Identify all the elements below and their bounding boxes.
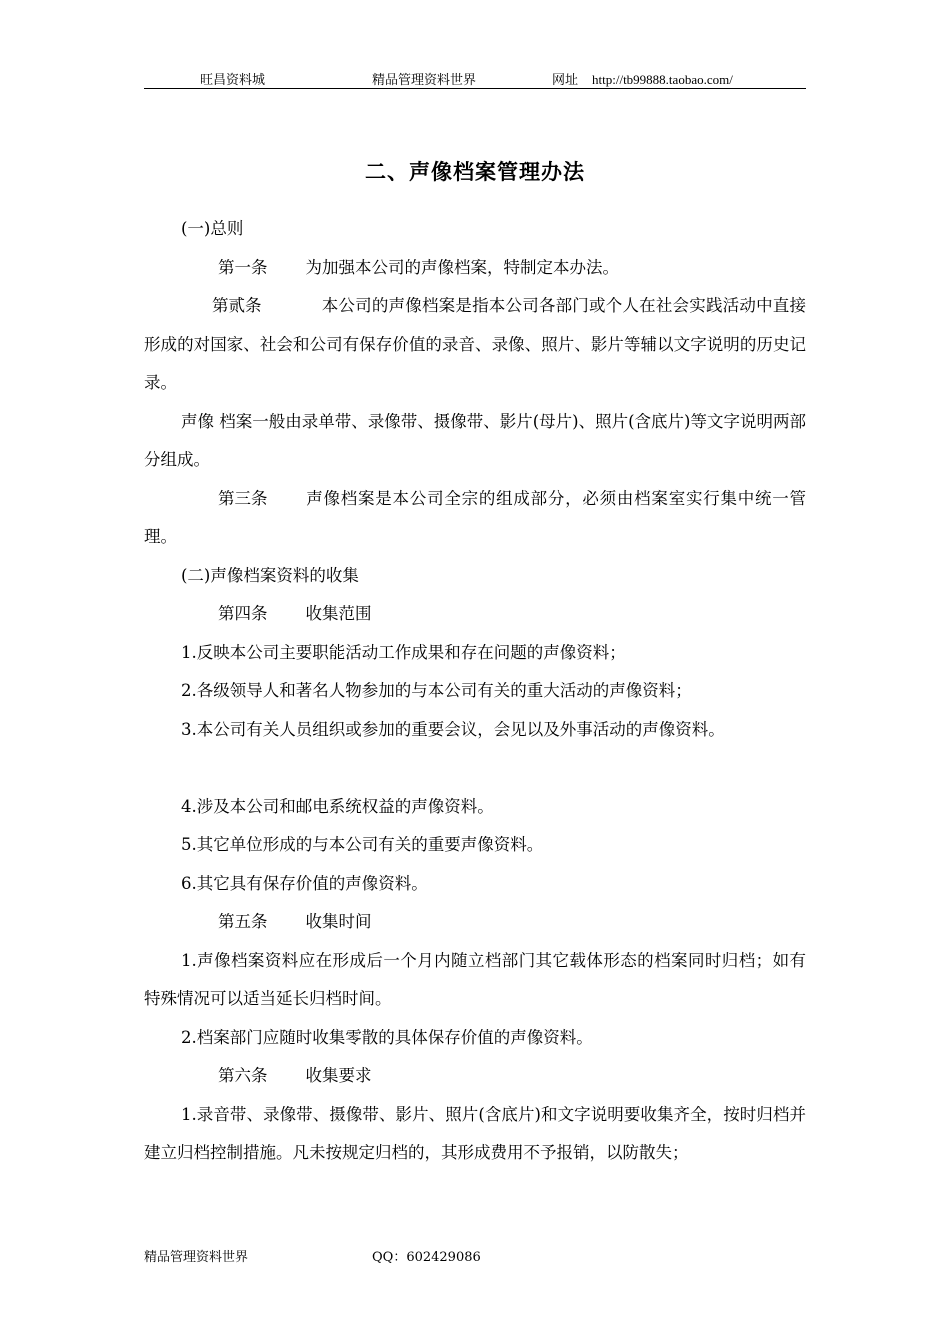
paragraph: 声像 档案一般由录单带、录像带、摄像带、影片(母片)、照片(含底片)等文字说明两部分组成。	[144, 411, 806, 469]
section-heading-general: (一)总则	[181, 219, 244, 238]
page-header	[144, 66, 806, 89]
article-text: 声像档案是本公司全宗的组成部分，必须由档案室实行集中统一管理。	[144, 488, 806, 546]
article-text: 为加强本公司的声像档案，特制定本办法。	[305, 257, 619, 277]
list-item: 4.涉及本公司和邮电系统权益的声像资料。	[181, 796, 494, 816]
list-item: 5.其它单位形成的与本公司有关的重要声像资料。	[181, 835, 544, 854]
footer-qq: QQ：602429086	[372, 1250, 481, 1265]
article-text: 收集范围	[305, 604, 372, 623]
article-text: 收集要求	[305, 1066, 372, 1085]
list-item: 1.录音带、录像带、摄像带、影片、照片(含底片)和文字说明要收集齐全，按时归档并建立归档控制措施。凡未按规定归档的，其形成费用不予报销，以防散失；	[144, 1104, 806, 1162]
header-middle-text: 精品管理资料世界	[372, 73, 477, 88]
article-label: 第一条	[218, 257, 268, 277]
article-3	[144, 480, 806, 557]
article-4	[144, 595, 806, 634]
article-label: 第五条	[218, 912, 268, 931]
article-1	[144, 249, 806, 288]
document-title: 二、声像档案管理办法	[365, 160, 585, 184]
header-right	[552, 69, 733, 88]
footer-left-text: 精品管理资料世界	[144, 1250, 249, 1265]
article-label: 第贰条	[212, 296, 262, 315]
article-label: 第三条	[218, 488, 268, 508]
list-item: 2.档案部门应随时收集零散的具体保存价值的声像资料。	[181, 1027, 593, 1047]
header-left-text: 旺昌资料城	[200, 73, 266, 88]
header-url-label: 网址	[552, 73, 579, 88]
list-item: 1.声像档案资料应在形成后一个月内随立档部门其它载体形态的档案同时归档；如有特殊情况可以适当延长归档时间。	[144, 950, 806, 1008]
article-text: 收集时间	[305, 912, 372, 931]
list-item: 2.各级领导人和著名人物参加的与本公司有关的重大活动的声像资料；	[181, 681, 692, 700]
article-label: 第四条	[218, 604, 268, 623]
spacer	[144, 749, 806, 788]
section-heading-collection: (二)声像档案资料的收集	[181, 565, 359, 585]
article-text: 本公司的声像档案是指本公司各部门或个人在社会实践活动中直接形成的对国家、社会和公司有保存价值的录音、录像、照片、影片等辅以文字说明的历史记录。	[144, 296, 806, 392]
list-item: 6.其它具有保存价值的声像资料。	[181, 873, 428, 893]
header-url-link[interactable]: http://tb99888.taobao.com/	[592, 72, 733, 87]
article-label: 第六条	[218, 1066, 268, 1085]
document-body	[144, 210, 806, 1173]
article-5	[144, 903, 806, 942]
page-footer	[144, 1246, 806, 1265]
list-item: 3.本公司有关人员组织或参加的重要会议，会见以及外事活动的声像资料。	[181, 719, 725, 739]
article-6	[144, 1057, 806, 1096]
article-2	[144, 287, 806, 403]
list-item: 1.反映本公司主要职能活动工作成果和存在问题的声像资料；	[181, 642, 626, 662]
